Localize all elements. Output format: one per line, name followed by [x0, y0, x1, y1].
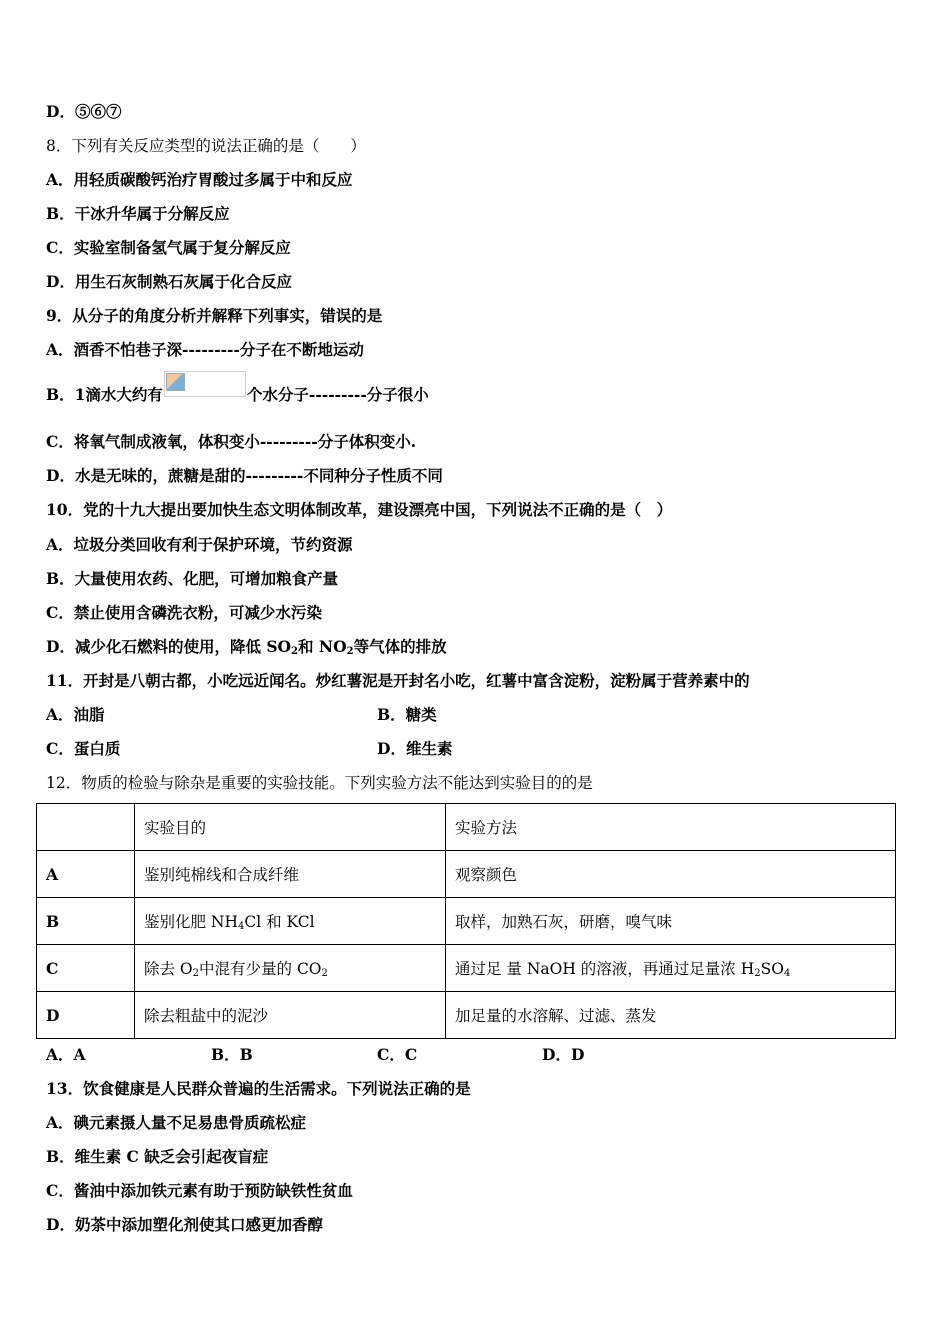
purpose-text: 除去 O — [144, 960, 193, 978]
table-row — [37, 945, 896, 992]
method-sub: 2 — [754, 968, 761, 979]
table-row — [37, 851, 896, 898]
q10-option-b: B．大量使用农药、化肥，可增加粮食产量 — [46, 569, 339, 588]
q10-option-d-text2: 和 NO — [298, 637, 347, 656]
purpose-text: 鉴别化肥 NH — [144, 913, 239, 931]
q13-option-c: C．酱油中添加铁元素有助于预防缺铁性贫血 — [46, 1181, 353, 1200]
row-purpose: 除去粗盐中的泥沙 — [135, 992, 446, 1039]
row-purpose — [135, 898, 446, 945]
q13-option-b: B．维生素 C 缺乏会引起夜盲症 — [46, 1147, 269, 1166]
q9-stem: 9．从分子的角度分析并解释下列事实，错误的是 — [46, 306, 383, 325]
row-purpose — [135, 945, 446, 992]
row-label: A — [37, 851, 135, 898]
q9-option-c: C．将氧气制成液氧，体积变小---------分子体积变小. — [46, 432, 417, 451]
q8-option-c: C．实验室制备氢气属于复分解反应 — [46, 238, 291, 257]
row-purpose: 鉴别纯棉线和合成纤维 — [135, 851, 446, 898]
q10-option-c: C．禁止使用含磷洗衣粉，可减少水污染 — [46, 603, 322, 622]
row-method: 加足量的水溶解、过滤、蒸发 — [446, 992, 896, 1039]
q10-option-d-sub1: 2 — [291, 646, 299, 657]
table-row — [37, 992, 896, 1039]
q8-option-d: D．用生石灰制熟石灰属于化合反应 — [46, 272, 292, 291]
q12-option-b: B．B — [211, 1045, 253, 1064]
q12-stem: 12．物质的检验与除杂是重要的实验技能。下列实验方法不能达到实验目的的是 — [46, 774, 593, 792]
q12-option-a: A．A — [46, 1045, 86, 1064]
purpose-sub: 2 — [321, 968, 328, 979]
q7-option-d: D．⑤⑥⑦ — [46, 102, 122, 121]
q11-option-c: C．蛋白质 — [46, 739, 121, 758]
broken-image-icon — [166, 373, 185, 391]
row-method: 取样，加熟石灰，研磨，嗅气味 — [446, 898, 896, 945]
q8-stem: 8．下列有关反应类型的说法正确的是（ ） — [46, 137, 366, 155]
q9-option-d: D．水是无味的，蔗糖是甜的---------不同种分子性质不同 — [46, 466, 443, 485]
q9-option-b-post: 个水分子---------分子很小 — [246, 385, 429, 404]
table-header-cell: 实验目的 — [135, 804, 446, 851]
method-text: SO — [760, 960, 784, 978]
q11-stem: 11．开封是八朝古都，小吃远近闻名。炒红薯泥是开封名小吃，红薯中富含淀粉，淀粉属于营养素中的 — [46, 671, 750, 690]
purpose-text: Cl 和 KCl — [244, 913, 315, 931]
experiment-table — [36, 803, 896, 1039]
q11-option-d: D．维生素 — [377, 739, 453, 758]
row-label: B — [37, 898, 135, 945]
row-label: C — [37, 945, 135, 992]
table-header-cell — [37, 804, 135, 851]
q12-option-d: D．D — [542, 1045, 585, 1064]
table-row — [37, 898, 896, 945]
q8-option-a: A．用轻质碳酸钙治疗胃酸过多属于中和反应 — [46, 170, 353, 189]
q10-option-d — [46, 637, 447, 657]
q9-option-b — [46, 383, 429, 409]
q12-option-c: C．C — [377, 1045, 418, 1064]
row-method — [446, 945, 896, 992]
q10-option-a: A．垃圾分类回收有利于保护环境，节约资源 — [46, 535, 353, 554]
q11-option-b: B．糖类 — [377, 705, 437, 724]
q13-option-a: A．碘元素摄人量不足易患骨质疏松症 — [46, 1113, 307, 1132]
formula-image-placeholder — [164, 371, 246, 397]
q13-stem: 13．饮食健康是人民群众普遍的生活需求。下列说法正确的是 — [46, 1079, 471, 1098]
table-header-row — [37, 804, 896, 851]
q9-option-a: A．酒香不怕巷子深---------分子在不断地运动 — [46, 340, 364, 359]
purpose-text: 中混有少量的 CO — [199, 960, 322, 978]
method-text: 通过足 量 NaOH 的溶液，再通过足量浓 H — [455, 960, 755, 978]
q11-option-a: A．油脂 — [46, 705, 105, 724]
table-header-cell: 实验方法 — [446, 804, 896, 851]
purpose-sub: 2 — [192, 968, 200, 979]
row-method: 观察颜色 — [446, 851, 896, 898]
q9-option-b-pre: B．1滴水大约有 — [46, 385, 163, 404]
q10-stem: 10．党的十九大提出要加快生态文明体制改革，建设漂亮中国，下列说法不正确的是（ ） — [46, 500, 673, 519]
q8-option-b: B．干冰升华属于分解反应 — [46, 204, 230, 223]
q13-option-d: D．奶茶中添加塑化剂使其口感更加香醇 — [46, 1215, 323, 1234]
q10-option-d-text3: 等气体的排放 — [353, 637, 447, 656]
purpose-sub: 4 — [238, 921, 245, 932]
q10-option-d-text1: D．减少化石燃料的使用，降低 SO — [46, 637, 292, 656]
row-label: D — [37, 992, 135, 1039]
method-sub: 4 — [783, 968, 791, 979]
q10-option-d-sub2: 2 — [346, 646, 354, 657]
